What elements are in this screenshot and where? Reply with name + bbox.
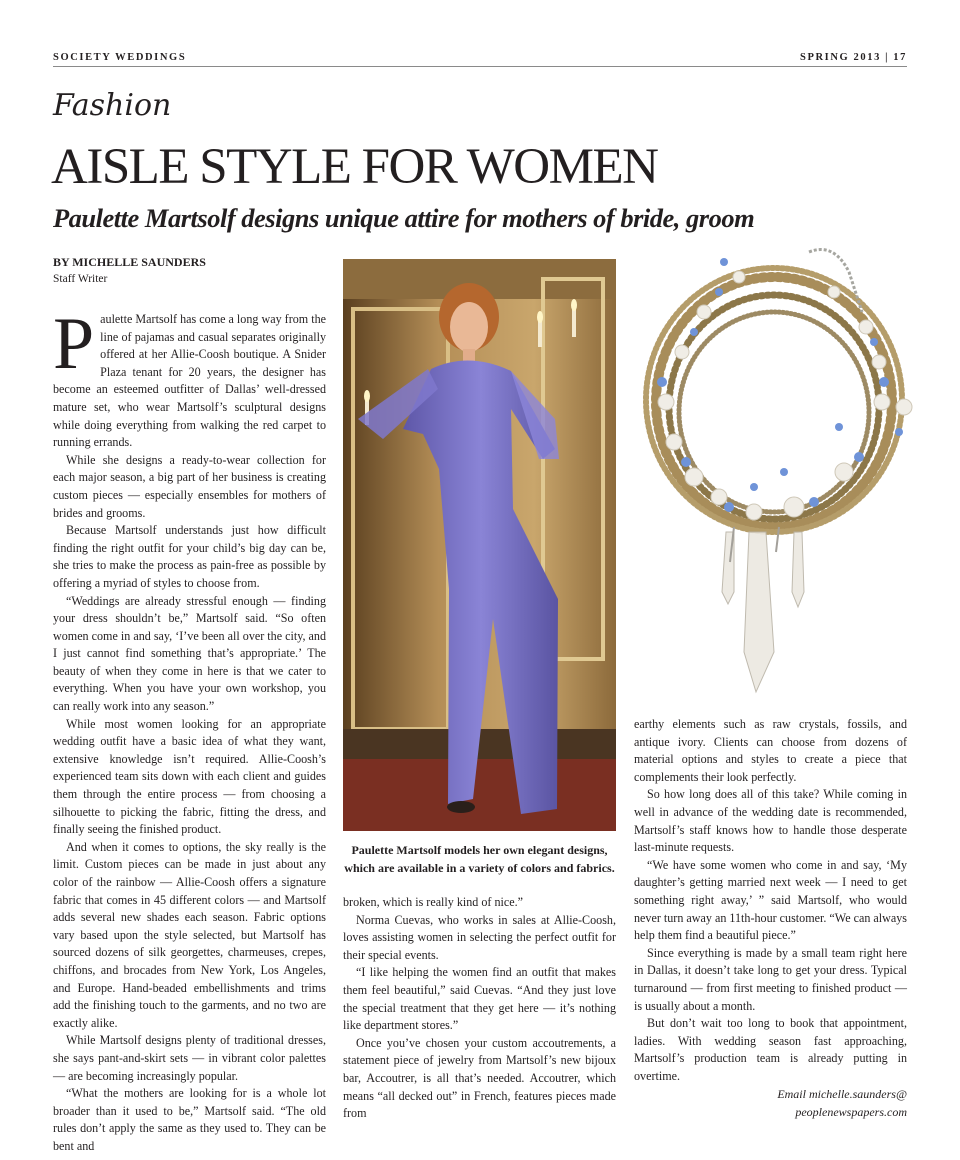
paragraph: While most women looking for an appropriate wedding outfit have a basic idea of what they want, extensive knowledge isn’t required. Allie-Coosh’s experienced team sits down with each client and guides them through the entire process — from choosing a silhouette to picking the fabric, fitting the dress, and finally seeing the finished product. (53, 716, 326, 837)
paragraph: But don’t wait too long to book that appointment, ladies. With wedding season fast approaching, Martsolf’s production team is already putting in overtime. (634, 1016, 907, 1083)
paragraph: earthy elements such as raw crystals, fossils, and antique ivory. Clients can choose from dozens of material options and styles to create a piece that complements their look perfectly. (634, 717, 907, 784)
article-column-1 (53, 303, 326, 1156)
section-header: SOCIETY WEDDINGS (53, 52, 187, 63)
subheadline: Paulette Martsolf designs unique attire for mothers of bride, groom (53, 203, 755, 233)
paragraph: While Martsolf designs plenty of traditional dresses, she says pant-and-skirt sets — in vibrant color palettes — are becoming increasingly popular. (53, 1033, 326, 1083)
paragraph: Norma Cuevas, who works in sales at Allie-Coosh, loves assisting women in selecting the perfect outfit for their special events. (343, 912, 616, 962)
paragraph: “What the mothers are looking for is a whole lot broader than it used to be,” Martsolf said. “The old rules don’t apply the same as they used to. They can be bent and (53, 1086, 326, 1153)
paragraph: “Weddings are already stressful enough — finding your dress shouldn’t be,” Martsolf said. “So often women come in and say, ‘I’ve been all over the city, and I just cannot find something that’s appropriate.’ The beauty of when they come in here is that we cater to everything. When you have your own workshop, you can really work into any season.” (53, 593, 326, 714)
section-label: Fashion (53, 88, 172, 123)
paragraph: So how long does all of this take? While coming in well in advance of the wedding date is recommended, Martsolf’s staff knows how to handle those desperate last-minute requests. (634, 787, 907, 855)
page-number: SPRING 2013 | 17 (800, 52, 907, 63)
paragraph: Paulette Martsolf has come a long way from the line of pajamas and casual separates originally offered at her Allie-Coosh boutique. A Snider Plaza tenant for 20 years, the designer has become an esteemed outfitter of Dallas’ well-dressed mature set, who wear Martsolf’s sculptural designs while doing everything from walking the red carpet to running errands. (53, 303, 326, 450)
necklace-photo (634, 232, 914, 702)
photo-caption: Paulette Martsolf models her own elegant designs, which are available in a variety of colors and fabrics. (344, 843, 615, 875)
byline-role: Staff Writer (53, 273, 108, 285)
paragraph: And when it comes to options, the sky really is the limit. Custom pieces can be made in just about any color of the rainbow — Allie-Coosh offers a signature fabric that comes in 45 different colors — and Martsolf adds several new shades each season. Fabric options vary based upon the style selected, but Martsolf has sourced dozens of silk georgettes, charmeuses, crepes, chiffons, and brocades from New York, Los Angeles, and Europe. Hand-beaded embellishments and trims add the finishing touch to the garments, and no two are exactly alike. (53, 839, 326, 1030)
article-column-3 (634, 716, 907, 1121)
paragraph: Once you’ve chosen your custom accoutrements, a statement piece of jewelry from Martsolf’s new bijoux bar, Accoutrer, is all that’s needed. Accoutrer, which means “all decked out” in French, features pieces made from (343, 1035, 616, 1121)
header-rule (53, 66, 907, 67)
headline: AISLE STYLE FOR WOMEN (51, 139, 658, 195)
paragraph: “I like helping the women find an outfit that makes them feel beautiful,” said Cuevas. “And they just love the special treatment that they get here — it’s nothing like department stores.” (343, 965, 616, 1033)
paragraph: Because Martsolf understands just how difficult finding the right outfit for your child’s big day can be, she tries to make the process as pain-free as possible by offering a myriad of styles to choose from. (53, 523, 326, 590)
paragraph: broken, which is really kind of nice.” (343, 895, 524, 909)
author-email: Email michelle.saunders@ peoplenewspapers.com (777, 1087, 907, 1119)
byline: BY MICHELLE SAUNDERS (53, 255, 206, 269)
paragraph: “We have some women who come in and say, ‘My daughter’s getting married next week — I need to get something right away,’ ” said Martsolf, who would never turn away an 11th-hour customer. “We can always help them find a beautiful piece.” (634, 857, 907, 943)
article-column-2 (343, 894, 616, 1123)
paragraph: Since everything is made by a small team right here in Dallas, it doesn’t take long to get your dress. Typical turnaround — from first meeting to finished product — is usually about a month. (634, 945, 907, 1013)
paragraph: While she designs a ready-to-wear collection for each major season, a big part of her business is creating custom pieces — especially ensembles for mothers of brides and grooms. (53, 452, 326, 520)
model-photo (343, 259, 616, 831)
drop-cap: P (53, 303, 95, 385)
